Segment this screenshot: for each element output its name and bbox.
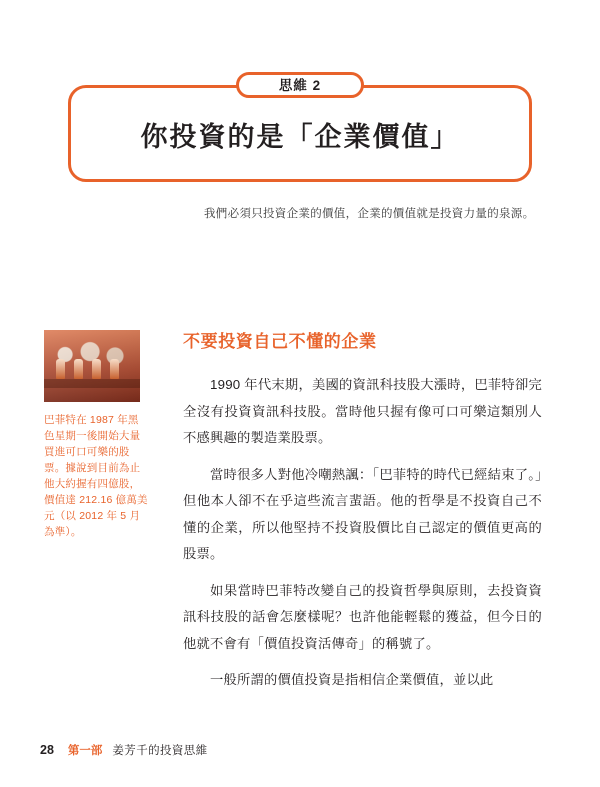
footer-part-label: 第一部: [67, 745, 103, 757]
chapter-tag: 思維 2: [236, 72, 364, 98]
body-column: [183, 372, 542, 704]
footer-part-title: 姜芳千的投資思維: [112, 745, 208, 757]
body-paragraph: 一般所謂的價值投資是指相信企業價值，並以此: [210, 672, 494, 687]
section-title: 不要投資自己不懂的企業: [183, 332, 377, 351]
page-footer: [40, 742, 208, 758]
body-paragraph: 當時很多人對他冷嘲熱諷：「巴菲特的時代已經結束了。」但他本人卻不在乎這些流言蜚語。他的哲學是不投資自己不懂的企業，所以他堅持不投資股價比自己認定的價值更高的股票。: [183, 466, 542, 561]
photo-caption: 巴菲特在 1987 年黑色星期一後開始大量買進可口可樂的股票。據說到目前為止他大約握有四億股，價值達 212.16 億萬美元（以 2012 年 5 月為準）。: [44, 414, 148, 538]
page-number: 28: [40, 743, 54, 757]
photo-bottle: [92, 359, 101, 379]
photo-bottle: [56, 359, 65, 379]
photo-bottle: [110, 359, 119, 379]
coca-cola-photo: [44, 330, 140, 402]
body-paragraph: 如果當時巴菲特改變自己的投資哲學與原則，去投資資訊科技股的話會怎麼樣呢？也許他能輕鬆的獲益，但今日的他就不會有「價值投資活傳奇」的稱號了。: [183, 582, 542, 651]
photo-shelf: [44, 379, 140, 388]
photo-bottle: [74, 359, 83, 379]
page-title: 你投資的是「企業價值」: [140, 122, 460, 152]
chapter-lead: 我們必須只投資企業的價值，企業的價值就是投資力量的泉源。: [204, 208, 535, 220]
body-paragraph: 1990 年代末期，美國的資訊科技股大漲時，巴菲特卻完全沒有投資資訊科技股。當時他只握有像可口可樂這類別人不感興趣的製造業股票。: [183, 377, 542, 445]
